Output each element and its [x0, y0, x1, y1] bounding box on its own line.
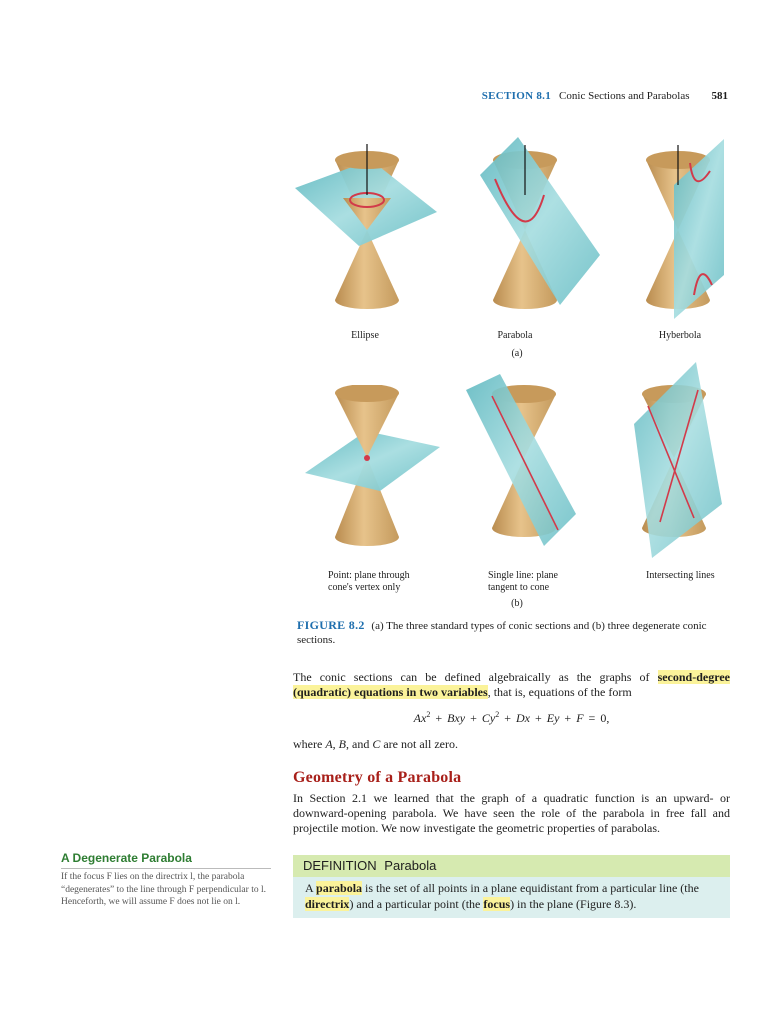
margin-note-title: A Degenerate Parabola [61, 851, 271, 869]
figure-caption-text: (a) The three standard types of conic sections and (b) three degenerate conic sections. [297, 620, 707, 646]
definition-label: DEFINITION [303, 858, 377, 873]
section-paragraph: In Section 2.1 we learned that the graph of a quadratic function is an upward- or downward-opening parabola. We have seen the role of the parabola in free fall and projectile motion. We now investigate the geometric properties of parabolas. [293, 791, 730, 835]
hyperbola-cone-figure [632, 135, 742, 320]
sublabel-b: (b) [511, 598, 523, 609]
definition-body: A parabola is the set of all points in a plane equidistant from a particular line (the directrix) and a particular point (the focus) in the plane (Figure 8.3). [293, 877, 730, 918]
label-ellipse: Ellipse [351, 330, 379, 341]
ellipse-cone-figure [295, 140, 440, 320]
parabola-cone-figure [460, 135, 610, 320]
definition-term: Parabola [384, 858, 437, 873]
term-parabola: parabola [316, 881, 363, 895]
label-point: Point: plane through cone's vertex only [328, 570, 410, 593]
section-number: SECTION 8.1 [481, 90, 552, 102]
figure-caption [297, 618, 727, 647]
definition-header [293, 855, 730, 877]
highlight-quadratic: second-degree (quadratic) equations in two variables [293, 670, 730, 699]
sublabel-a: (a) [511, 348, 523, 359]
general-conic-equation: $Ax^2$ + Bxy + $Cy^2 + Dx + Ey + F = 0$, [413, 710, 610, 725]
where-line: where A, B, and C are not all zero. [293, 737, 458, 751]
intersecting-lines-cone-figure [630, 360, 740, 560]
label-parabola: Parabola [497, 330, 533, 341]
section-title: Conic Sections and Parabolas [559, 90, 690, 102]
margin-note-text: If the focus F lies on the directrix l, the parabola “degenerates” to the line through F perpendicular to l. Henceforth, we will assume F does not lie on l. [61, 872, 266, 907]
running-header [0, 90, 728, 102]
intro-paragraph: The conic sections can be defined algebraically as the graphs of second-degree (quadratic) equations in two variables, that is, equations of the form [293, 670, 730, 699]
page-number: 581 [711, 90, 728, 102]
label-single-line: Single line: plane tangent to cone [488, 570, 558, 593]
section-heading: Geometry of a Parabola [293, 769, 462, 786]
point-cone-figure [300, 385, 445, 560]
figure-label: FIGURE 8.2 [297, 618, 365, 632]
term-focus: focus [483, 897, 511, 911]
label-intersecting-lines: Intersecting lines [646, 570, 715, 581]
single-line-cone-figure [460, 370, 600, 555]
term-directrix: directrix [305, 897, 350, 911]
label-hyperbola: Hyberbola [658, 330, 702, 341]
